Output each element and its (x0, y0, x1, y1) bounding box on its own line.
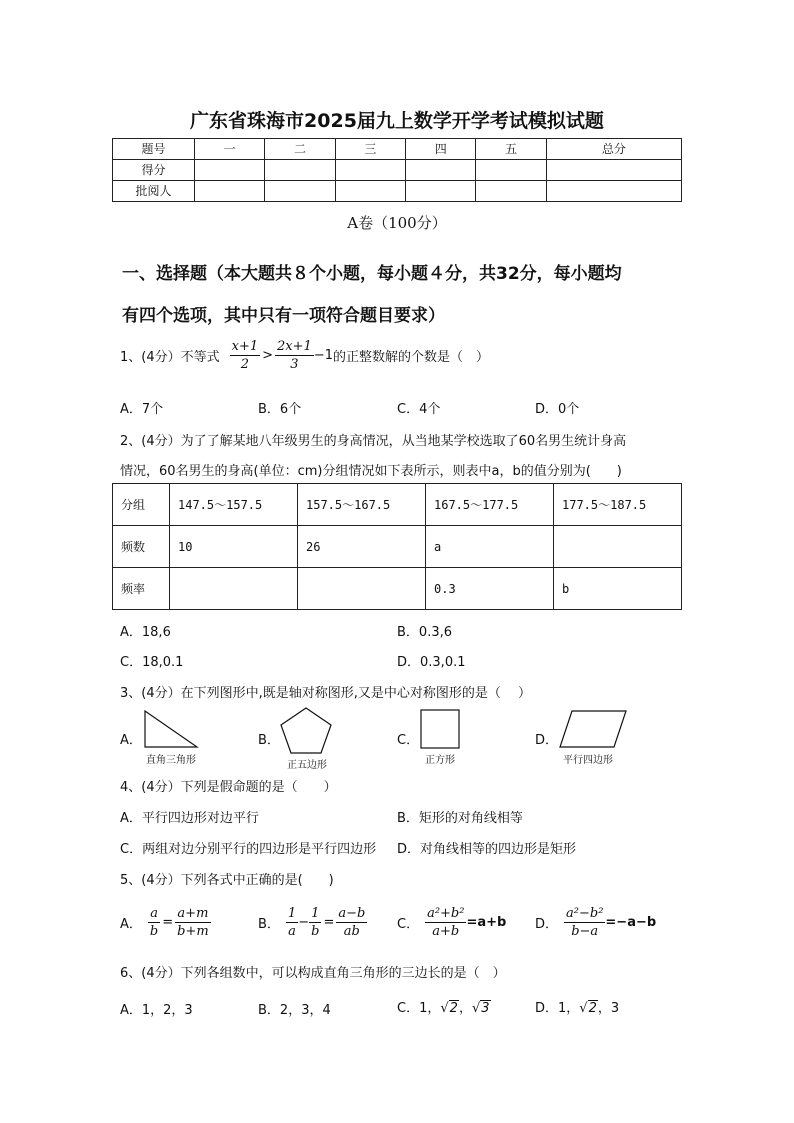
q5-a-l-den: b (149, 924, 159, 939)
q1-f2-den: 3 (290, 357, 299, 372)
score-cell[interactable] (546, 160, 681, 181)
score-table-header-row (113, 139, 682, 160)
part1-heading (122, 253, 692, 337)
q5-d-fraction (564, 905, 605, 940)
q4-text: 4、(4分）下列是假命题的是（ ） (120, 780, 337, 795)
q5-a-l-num: a (148, 905, 160, 923)
score-cell[interactable] (476, 160, 546, 181)
q5-b-fraction-1 (286, 905, 298, 940)
q3-option-b-label: 正五边形 (287, 760, 327, 771)
q1-f1-den: 2 (240, 357, 250, 372)
parallelogram-shape (558, 709, 628, 749)
q6-option-b[interactable]: B．2，3，4 (258, 1003, 331, 1018)
square-shape (420, 709, 460, 749)
score-header-cell: 总分 (546, 139, 681, 160)
q3-option-c-label: 正方形 (425, 755, 455, 766)
sqrt-symbol: √2 (440, 1001, 458, 1016)
q6-c-radicand-1: 2 (449, 1001, 458, 1016)
freq-cell: a (426, 526, 554, 568)
score-cell[interactable] (476, 181, 546, 202)
score-cell[interactable] (265, 181, 335, 202)
q5-a-r-num: a+m (175, 905, 211, 923)
score-table-row (113, 160, 682, 181)
freq-cell: 频数 (113, 526, 170, 568)
q5-b-f2-den: b (311, 924, 320, 939)
q4-option-d[interactable]: D．对角线相等的四边形是矩形 (397, 842, 577, 857)
q6-c-radicand-2: 3 (481, 1001, 490, 1016)
question-1 (120, 338, 489, 373)
q3-option-b-letter[interactable]: B． (258, 733, 280, 748)
freq-cell: 频率 (113, 568, 170, 610)
right-triangle-shape (143, 709, 199, 749)
freq-cell: 177.5～187.5 (554, 484, 682, 526)
score-header-cell: 三 (335, 139, 405, 160)
section-a-heading: A卷（100分） (347, 214, 447, 232)
q1-suffix: 的正整数解的个数是（ ） (332, 350, 489, 365)
sqrt-symbol: √2 (579, 1001, 597, 1016)
q1-option-c[interactable]: C．4个 (397, 402, 441, 417)
freq-row (113, 568, 682, 610)
page-title: 广东省珠海市2025届九上数学开学考试模拟试题 (190, 110, 604, 132)
score-cell[interactable] (406, 160, 476, 181)
q6-d-suffix: ，3 (597, 1001, 620, 1016)
q4-option-b[interactable]: B．矩形的对角线相等 (397, 811, 523, 826)
score-cell[interactable] (335, 160, 405, 181)
q5-option-d[interactable] (535, 905, 656, 940)
q6-option-c[interactable] (397, 997, 491, 1016)
score-header-cell: 二 (265, 139, 335, 160)
q6-option-d[interactable] (535, 997, 619, 1016)
q5-a-eq: = (162, 915, 174, 930)
score-row-label: 得分 (113, 160, 195, 181)
q6-c-prefix: C．1， (397, 1001, 441, 1016)
q5-b-f1-num: 1 (287, 906, 297, 921)
score-cell[interactable] (335, 181, 405, 202)
q6-d-prefix: D．1， (535, 1001, 580, 1016)
q3-text: 3、(4分）在下列图形中,既是轴对称图形,又是中心对称图形的是（ ） (120, 686, 532, 701)
freq-cell: 167.5～177.5 (426, 484, 554, 526)
q6-d-radicand: 2 (588, 1001, 597, 1016)
q5-b-f1-den: a (288, 924, 296, 939)
score-table (112, 138, 682, 202)
q5-b-r-num: a−b (338, 906, 366, 921)
freq-cell: 147.5～157.5 (170, 484, 298, 526)
q5-b-r-den: ab (343, 924, 360, 939)
q5-option-a[interactable] (120, 905, 211, 940)
q2-option-d[interactable]: D．0.3,0.1 (397, 655, 466, 670)
q5-d-rhs: =−a−b (605, 915, 657, 930)
freq-cell (170, 568, 298, 610)
q5-b-fraction-2 (309, 905, 321, 940)
freq-cell (554, 526, 682, 568)
frequency-table (112, 483, 682, 610)
q3-option-a-label: 直角三角形 (146, 755, 196, 766)
sqrt-symbol: √3 (471, 1001, 490, 1016)
freq-cell: 分组 (113, 484, 170, 526)
q5-b-f2-num: 1 (309, 905, 321, 923)
q5-option-c-letter: C． (397, 917, 420, 932)
freq-cell: 157.5～167.5 (298, 484, 426, 526)
score-cell[interactable] (195, 181, 265, 202)
part1-heading-line2: 有四个选项，其中只有一项符合题目要求） (122, 306, 445, 326)
q1-fraction-1 (230, 338, 261, 373)
q1-f1-num: x+1 (231, 339, 259, 354)
q4-option-c[interactable]: C．两组对边分别平行的四边形是平行四边形 (120, 842, 377, 857)
q2-text-line2: 情况，60名男生的身高(单位：cm)分组情况如下表所示，则表中a，b的值分别为( ) (120, 464, 622, 479)
score-cell[interactable] (406, 181, 476, 202)
q1-option-a[interactable]: A．7个 (120, 402, 164, 417)
score-cell[interactable] (546, 181, 681, 202)
score-cell[interactable] (195, 160, 265, 181)
q3-option-d-letter[interactable]: D． (535, 733, 559, 748)
q6-option-a[interactable]: A．1，2，3 (120, 1003, 193, 1018)
q6-c-sep: ， (458, 1001, 472, 1016)
score-header-cell: 题号 (113, 139, 195, 160)
freq-row (113, 526, 682, 568)
score-row-label: 批阅人 (113, 181, 195, 202)
q5-option-b-letter: B． (258, 917, 280, 932)
q5-option-c[interactable] (397, 905, 506, 940)
q5-option-d-letter: D． (535, 917, 559, 932)
part1-heading-line1: 一、选择题（本大题共８个小题，每小题４分，共32分，每小题均 (122, 264, 622, 284)
q2-option-b[interactable]: B．0.3,6 (397, 625, 452, 640)
q2-option-c[interactable]: C．18,0.1 (120, 655, 184, 670)
q1-minus-one: −1 (313, 348, 333, 363)
q5-b-right-fraction (336, 905, 367, 940)
regular-pentagon-shape (279, 706, 333, 756)
q3-option-a-letter[interactable]: A． (120, 733, 142, 748)
q5-a-left-fraction (148, 905, 160, 940)
q5-d-den: b−a (571, 924, 599, 939)
q5-text: 5、(4分）下列各式中正确的是( ) (120, 873, 334, 888)
q5-c-num: a²+b² (427, 906, 465, 921)
freq-cell: 10 (170, 526, 298, 568)
score-header-cell: 四 (406, 139, 476, 160)
freq-cell: 26 (298, 526, 426, 568)
q4-option-a[interactable]: A．平行四边形对边平行 (120, 811, 259, 826)
score-table-row (113, 181, 682, 202)
q5-b-minus: − (298, 915, 310, 930)
q5-option-b[interactable] (258, 905, 367, 940)
score-header-cell: 一 (195, 139, 265, 160)
freq-cell: b (554, 568, 682, 610)
q3-option-d-label: 平行四边形 (563, 755, 613, 766)
q5-c-rhs: =a+b (466, 915, 507, 930)
q1-prefix: 1、(4分）不等式 (120, 350, 220, 365)
q5-c-fraction (425, 905, 466, 940)
freq-cell: 0.3 (426, 568, 554, 610)
q1-fraction-2 (275, 338, 314, 373)
q5-c-den: a+b (432, 924, 460, 939)
score-cell[interactable] (265, 160, 335, 181)
q5-d-num: a²−b² (566, 906, 604, 921)
q1-gt: > (262, 348, 274, 363)
q1-option-b[interactable]: B．6个 (258, 402, 302, 417)
q2-text-line1: 2、(4分）为了了解某地八年级男生的身高情况，从当地某学校选取了60名男生统计身高 (120, 434, 627, 449)
q5-option-a-letter: A． (120, 917, 142, 932)
q2-option-a[interactable]: A．18,6 (120, 625, 171, 640)
score-header-cell: 五 (476, 139, 546, 160)
freq-row (113, 484, 682, 526)
q1-option-d[interactable]: D．0个 (535, 402, 580, 417)
q5-a-r-den: b+m (177, 924, 209, 939)
q6-text: 6、(4分）下列各组数中，可以构成直角三角形的三边长的是（ ） (120, 966, 506, 981)
q5-a-right-fraction (175, 905, 211, 940)
q5-b-eq: = (323, 915, 335, 930)
q3-option-c-letter[interactable]: C． (397, 733, 420, 748)
freq-cell (298, 568, 426, 610)
q1-f2-num: 2x+1 (277, 339, 312, 354)
